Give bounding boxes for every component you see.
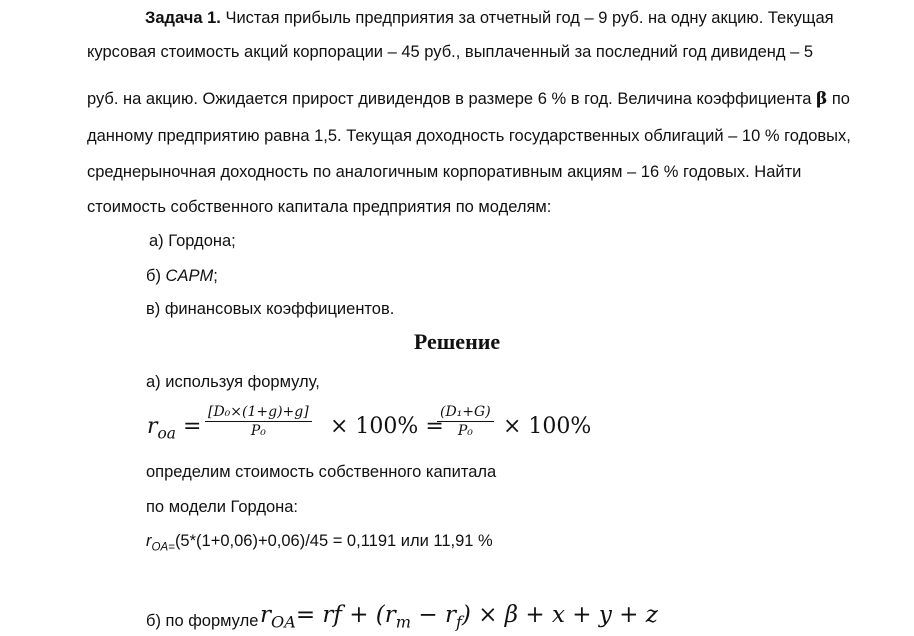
task-line-5: среднерыночная доходность по аналогичным корпоративным акциям – 16 % годовых. Найти <box>87 163 802 181</box>
option-a: а) Гордона; <box>149 232 236 250</box>
fraction-1: $\frac{\text{[D₀×(1+g)+g]}}{\text{P₀}}$ <box>205 403 312 440</box>
task-title: Задача 1. <box>145 9 221 27</box>
formula-lhs: $r_{oa}$ = <box>147 414 202 443</box>
step-b-text: б) по формуле <box>146 612 259 630</box>
step-a-text: а) используя формулу, <box>146 373 320 391</box>
task-line-6: стоимость собственного капитала предприятия по моделям: <box>87 198 552 216</box>
fraction-2: $\frac{\text{(D₁+G)}}{\text{P₀}}$ <box>437 403 494 440</box>
formula-times-2: × 100% <box>503 414 592 439</box>
model-line: по модели Гордона: <box>146 498 299 516</box>
task-line-4: данному предприятию равна 1,5. Текущая доходность государственных облигаций – 10 % годовых, <box>87 127 851 145</box>
calculation-line: $r_{OA=}(5*(1+0,06)+0,06)/45 = 0,1191$ или 11,91 % <box>146 532 493 554</box>
define-line: определим стоимость собственного капитала <box>146 463 497 481</box>
task-line-2: курсовая стоимость акций корпорации – 45 руб., выплаченный за последний год дивиденд – 5 <box>87 43 814 61</box>
option-b: б) CAPM; <box>146 267 218 285</box>
formula-times-1: × 100% = <box>330 414 444 439</box>
option-c: в) финансовых коэффициентов. <box>146 300 395 318</box>
formula-capm: $r_{OA}=$ rf + $(r_m - r_f) \times \beta + x + y + z$ <box>260 602 658 632</box>
task-line-3: руб. на акцию. Ожидается прирост дивидендов в размере 6 % в год. Величина коэффициента β по <box>87 89 850 109</box>
task-line-1: Задача 1. Чистая прибыль предприятия за отчетный год – 9 руб. на одну акцию. Текущая <box>145 9 834 27</box>
beta-symbol: β <box>815 89 828 109</box>
solution-heading: Решение <box>413 329 501 354</box>
